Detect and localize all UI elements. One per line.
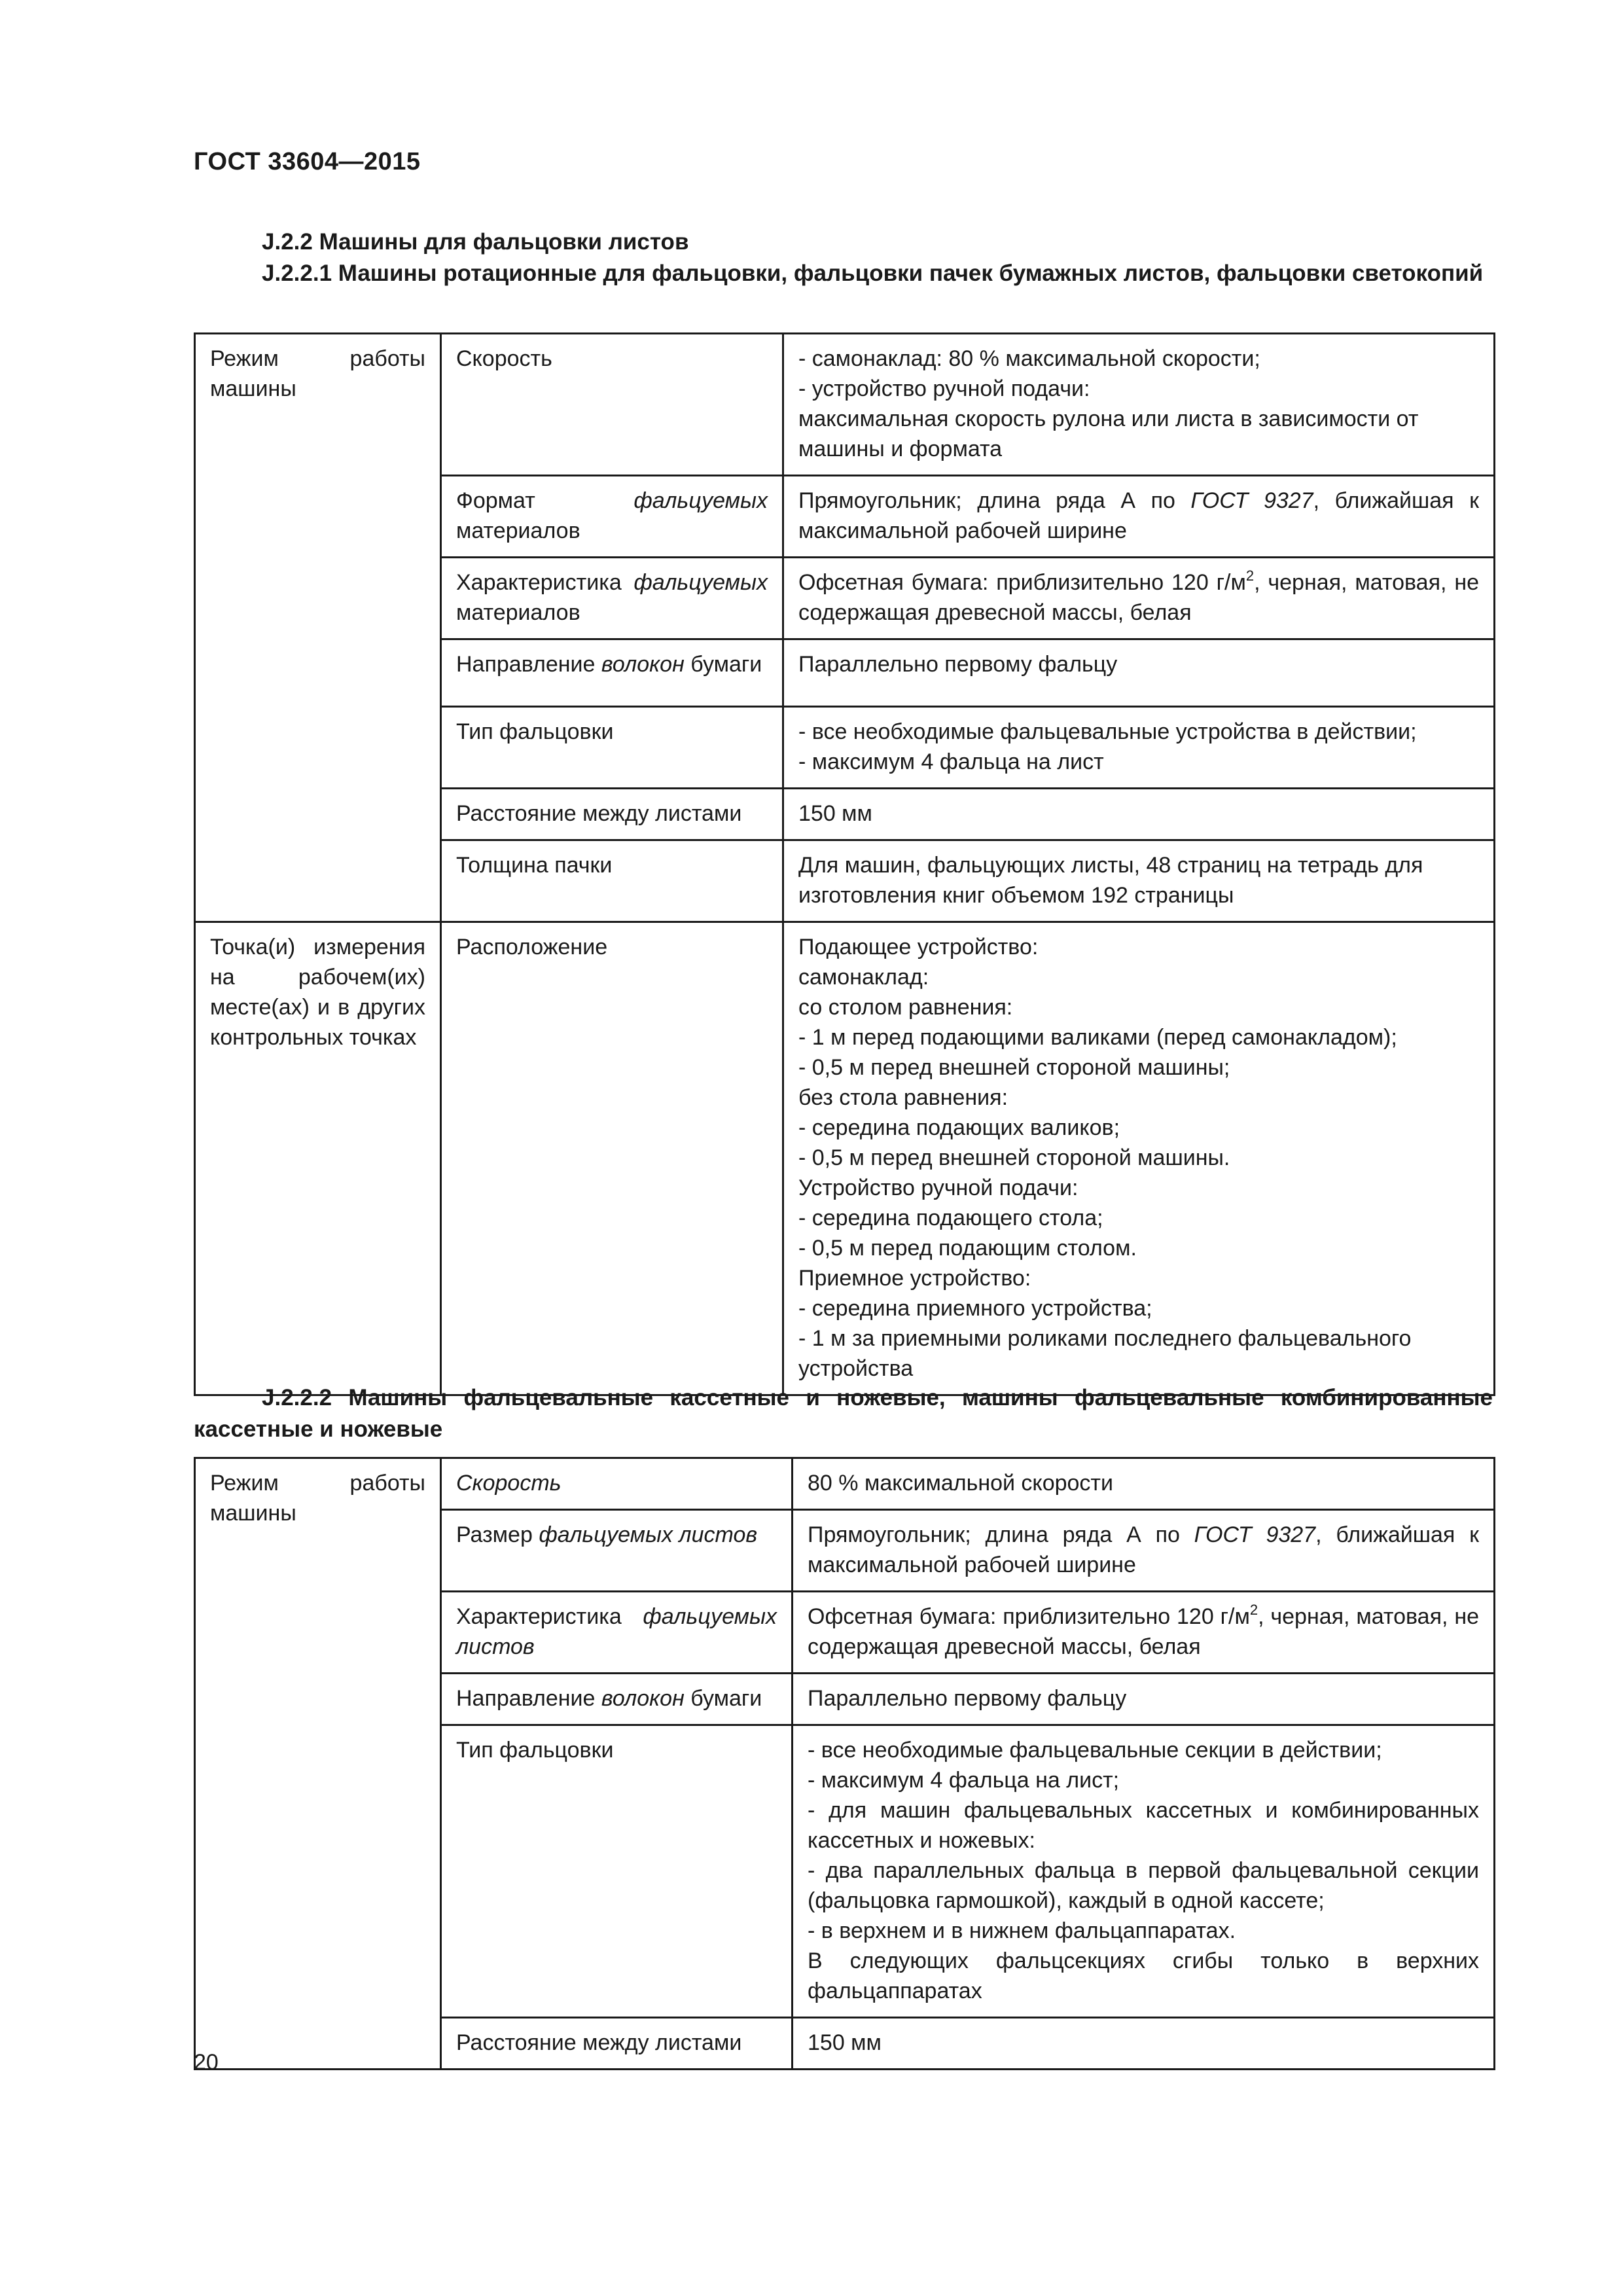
- value-line: - середина подающих валиков;: [798, 1115, 1120, 1140]
- value-cell: [783, 707, 1495, 789]
- param-cell: [441, 1674, 793, 1725]
- param-cell: Расстояние между листами: [441, 2018, 793, 2070]
- value-line: самонаклад:: [798, 965, 929, 990]
- value-line: - максимум 4 фальца на лист;: [808, 1768, 1120, 1793]
- value-cell: [793, 1725, 1495, 2018]
- param-cell: [441, 1458, 793, 1510]
- value-cell: 80 % максимальной скорости: [793, 1458, 1495, 1510]
- value-line: без стола равнения:: [798, 1085, 1008, 1110]
- value-line: Подающее устройство:: [798, 935, 1039, 960]
- param-text: бумаги: [684, 652, 762, 677]
- value-cell: [793, 1592, 1495, 1674]
- superscript: 2: [1249, 1601, 1258, 1618]
- table-row: [195, 334, 1495, 476]
- measurement-group-cell: Точка(и) измерения на рабочем(их) месте(ах) и в других контрольных точках: [195, 922, 441, 1395]
- table-rotary-folding-machines: [194, 332, 1495, 1396]
- param-text: Характеристика: [456, 1604, 643, 1629]
- param-text: бумаги: [684, 1686, 762, 1711]
- value-line: - 1 м перед подающими валиками (перед самонакладом);: [798, 1025, 1397, 1050]
- value-text: Офсетная бумага: приблизительно 120 г/м: [808, 1604, 1250, 1629]
- value-line: - для машин фальцевальных кассетных и комбинированных кассетных и ножевых:: [808, 1798, 1479, 1853]
- param-text-italic: волокон: [601, 1686, 685, 1711]
- param-cell: [441, 1592, 793, 1674]
- value-cell: Параллельно первому фальцу: [793, 1674, 1495, 1725]
- param-cell: Тип фальцовки: [441, 1725, 793, 2018]
- value-line: - все необходимые фальцевальные устройства в действии;: [798, 719, 1417, 744]
- mode-group-cell: Режим работы машины: [195, 1458, 441, 2070]
- param-cell: Тип фальцовки: [441, 707, 783, 789]
- param-text-italic: фальцуемых: [633, 570, 768, 595]
- param-text-italic: Скорость: [456, 1471, 562, 1496]
- section-heading-j222-text: J.2.2.2 Машины фальцевальные кассетные и ножевые, машины фальцевальные комбинированные кассетные и ножевые: [194, 1385, 1493, 1442]
- superscript: 2: [1245, 567, 1255, 584]
- table-row: [195, 1458, 1495, 1510]
- param-cell: [441, 476, 783, 558]
- param-cell: Толщина пачки: [441, 840, 783, 922]
- value-text: Офсетная бумага: приблизительно 120 г/м: [798, 570, 1246, 595]
- table-row: [195, 922, 1495, 1395]
- value-cell: [793, 1510, 1495, 1592]
- param-text: Формат: [456, 488, 634, 513]
- param-text-italic: фальцуемых листов: [539, 1522, 758, 1547]
- param-text: материалов: [456, 518, 580, 543]
- value-cell: [783, 922, 1495, 1395]
- value-text: , ближайшая к максимальной рабочей ширине: [808, 1522, 1479, 1577]
- table-cassette-knife-folding-machines: [194, 1457, 1495, 2070]
- value-line: максимальная скорость рулона или листа в зависимости от машины и формата: [798, 406, 1419, 461]
- value-line: - устройство ручной подачи:: [798, 376, 1090, 401]
- standard-reference: ГОСТ 9327: [1190, 488, 1313, 513]
- param-cell: Расстояние между листами: [441, 789, 783, 840]
- value-text: Прямоугольник; длина ряда А по: [808, 1522, 1194, 1547]
- param-cell: Расположение: [441, 922, 783, 1395]
- value-cell: [783, 558, 1495, 639]
- value-line: - два параллельных фальца в первой фальцевальной секции (фальцовка гармошкой), каждый в одной кассете;: [808, 1858, 1479, 1913]
- param-text: Направление: [456, 652, 601, 677]
- param-text-italic: волокон: [601, 652, 685, 677]
- value-line: В следующих фальцсекциях сгибы только в верхних фальцаппаратах: [808, 1948, 1479, 2003]
- value-text: , ближайшая к максимальной рабочей ширине: [798, 488, 1479, 543]
- value-line: - 0,5 м перед внешней стороной машины;: [798, 1055, 1230, 1080]
- section-heading-j221: [194, 258, 1493, 289]
- value-line: - 1 м за приемными роликами последнего фальцевального устройства: [798, 1326, 1412, 1381]
- section-heading-j22: [194, 226, 1493, 258]
- param-cell: Скорость: [441, 334, 783, 476]
- value-cell: [783, 334, 1495, 476]
- value-line: со столом равнения:: [798, 995, 1013, 1020]
- value-line: Приемное устройство:: [798, 1266, 1031, 1291]
- value-line: - середина подающего стола;: [798, 1206, 1103, 1230]
- param-text-italic: фальцуемых листов: [456, 1604, 777, 1659]
- page-number: 20: [194, 2050, 219, 2075]
- section-heading-j221-text: J.2.2.1 Машины ротационные для фальцовки, фальцовки пачек бумажных листов, фальцовки светокопий: [262, 260, 1484, 286]
- param-text: Размер: [456, 1522, 539, 1547]
- value-cell: Параллельно первому фальцу: [783, 639, 1495, 707]
- value-line: - в верхнем и в нижнем фальцаппаратах.: [808, 1918, 1236, 1943]
- param-text-italic: фальцуемых: [633, 488, 768, 513]
- value-line: - максимум 4 фальца на лист: [798, 749, 1104, 774]
- section-heading-j22-text: J.2.2 Машины для фальцовки листов: [262, 229, 689, 255]
- mode-group-cell: Режим работы машины: [195, 334, 441, 922]
- value-line: - все необходимые фальцевальные секции в действии;: [808, 1738, 1382, 1763]
- value-line: - 0,5 м перед внешней стороной машины.: [798, 1145, 1230, 1170]
- value-cell: Для машин, фальцующих листы, 48 страниц на тетрадь для изготовления книг объемом 192 страницы: [783, 840, 1495, 922]
- param-cell: [441, 558, 783, 639]
- param-cell: [441, 639, 783, 707]
- value-cell: 150 мм: [793, 2018, 1495, 2070]
- value-text: , черная, матовая, не содержащая древесной массы, белая: [798, 570, 1480, 625]
- param-cell: [441, 1510, 793, 1592]
- param-text: Направление: [456, 1686, 601, 1711]
- param-text: материалов: [456, 600, 580, 625]
- param-text: Характеристика: [456, 570, 634, 595]
- value-line: Устройство ручной подачи:: [798, 1175, 1079, 1200]
- value-cell: 150 мм: [783, 789, 1495, 840]
- value-line: - самонаклад: 80 % максимальной скорости;: [798, 346, 1260, 371]
- document-header: ГОСТ 33604—2015: [194, 148, 421, 175]
- value-text: Прямоугольник; длина ряда А по: [798, 488, 1191, 513]
- standard-reference: ГОСТ 9327: [1194, 1522, 1316, 1547]
- section-heading-j222: [194, 1382, 1493, 1445]
- value-text: , черная, матовая, не содержащая древесной массы, белая: [808, 1604, 1480, 1659]
- value-cell: [783, 476, 1495, 558]
- value-line: - 0,5 м перед подающим столом.: [798, 1236, 1137, 1261]
- value-line: - середина приемного устройства;: [798, 1296, 1152, 1321]
